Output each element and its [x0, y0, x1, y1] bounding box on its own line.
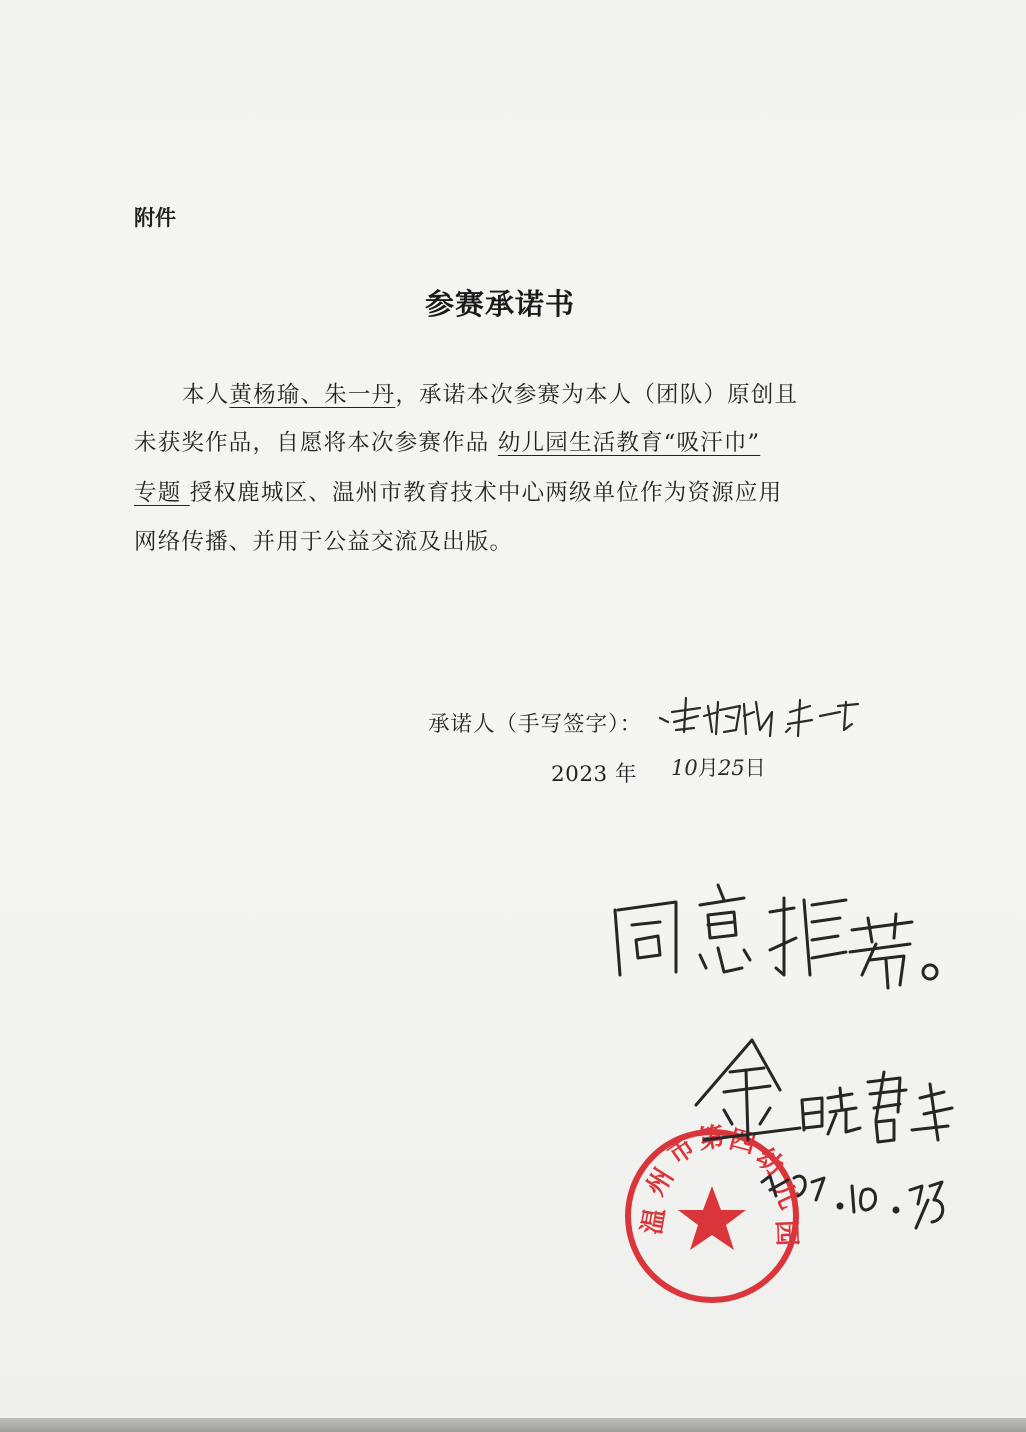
signature-label: 承诺人（手写签字）： — [428, 712, 643, 737]
work-title-part1: 幼儿园生活教育“吸汗巾” — [497, 430, 761, 456]
svg-text:第: 第 — [695, 1121, 727, 1156]
svg-text:幼: 幼 — [749, 1142, 790, 1183]
document-title: 参赛承诺书 — [424, 287, 575, 321]
date-day-handwritten: 25日 — [718, 756, 766, 780]
work-title-part2: 专题 — [134, 480, 190, 506]
body-line-4: 网络传播、并用于公益交流及出版。 — [134, 529, 514, 555]
svg-text:四: 四 — [726, 1124, 759, 1161]
date-year: 2023 年 — [551, 762, 638, 787]
body-line1-suffix: ，承诺本次参赛为本人（团队）原创且 — [395, 382, 799, 408]
svg-text:园: 园 — [770, 1219, 802, 1247]
body-line1-prefix: 本人 — [182, 382, 230, 408]
body-line3-suffix: 授权鹿城区、温州市教育技术中心两级单位作为资源应用 — [189, 480, 783, 506]
svg-text:儿: 儿 — [765, 1177, 804, 1214]
date-month-handwritten: 10月 — [671, 756, 719, 780]
svg-text:州: 州 — [640, 1163, 680, 1202]
filled-names: 黄杨瑜、朱一丹 — [229, 382, 396, 408]
svg-text:市: 市 — [662, 1131, 702, 1171]
body-line2-prefix: 未获奖作品，自愿将本次参赛作品 — [134, 430, 498, 456]
photo-bottom-edge — [0, 1418, 1026, 1432]
svg-text:温: 温 — [637, 1205, 672, 1237]
attachment-label: 附件 — [134, 206, 176, 230]
